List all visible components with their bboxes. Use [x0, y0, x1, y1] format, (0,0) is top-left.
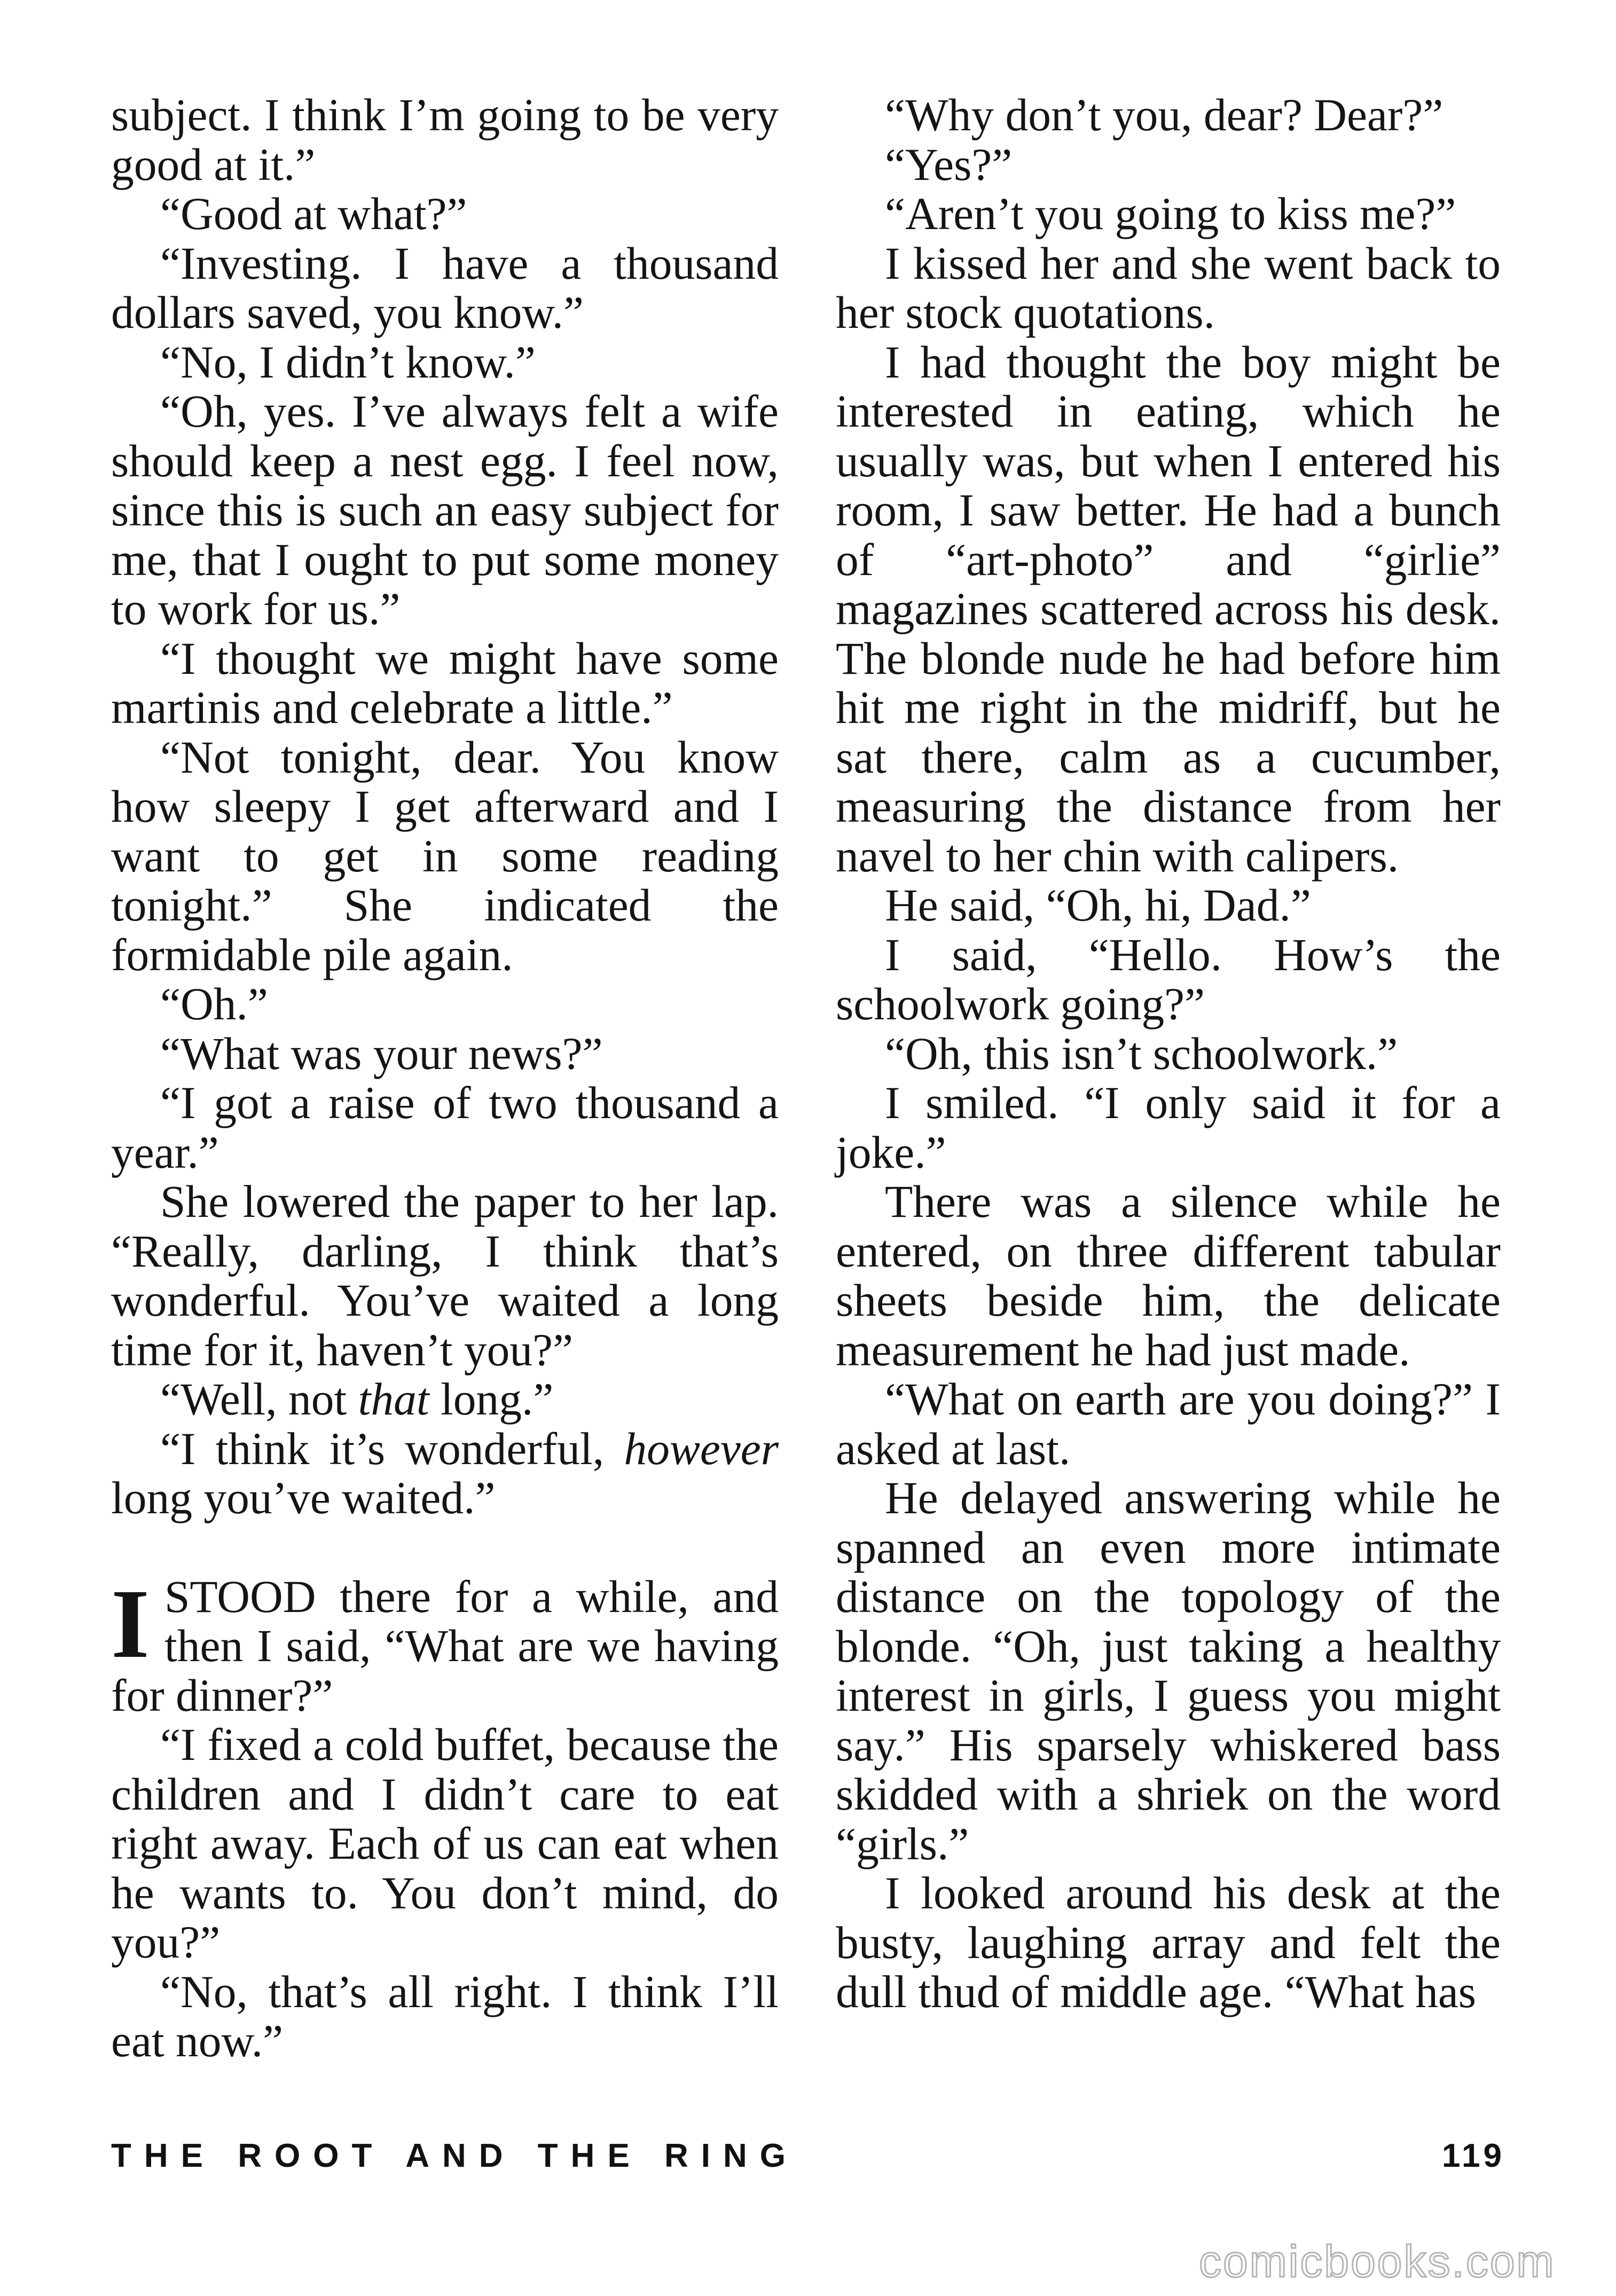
paragraph: “I thought we might have some martinis and celebrate a little.”	[111, 633, 779, 733]
paragraph: I looked around his desk at the busty, laughing array and felt the dull thud of middle age. “What has	[836, 1868, 1501, 2017]
paragraph: “Not tonight, dear. You know how sleepy I get afterward and I want to get in some reading tonight.” She indicated the formidable pile again.	[111, 732, 779, 980]
paragraph: “I fixed a cold buffet, because the children and I didn’t care to eat right away. Each of us can eat when he wants to. You don’t mind, do you?”	[111, 1720, 779, 1968]
text-run: long.”	[429, 1374, 554, 1425]
text-run: “I think it’s wonderful,	[160, 1424, 624, 1474]
running-title: THE ROOT AND THE RING	[111, 2137, 799, 2174]
paragraph: “No, I didn’t know.”	[160, 337, 536, 388]
drop-cap: I	[111, 1569, 150, 1679]
paragraph	[111, 1425, 779, 1523]
paragraph: I smiled. “I only said it for a joke.”	[836, 1078, 1501, 1178]
right-text-column	[836, 91, 1501, 2017]
lead-in-word: STOOD	[164, 1571, 316, 1622]
text-run: long you’ve waited.”	[111, 1473, 496, 1523]
paragraph: “Yes?”	[885, 139, 1013, 190]
italic-text: however	[624, 1424, 779, 1474]
text-run: there for a while, and then I said, “What are we having for dinner?”	[111, 1571, 779, 1721]
paragraph: “I got a raise of two thousand a year.”	[111, 1078, 779, 1178]
paragraph: He delayed answering while he spanned an even more intimate distance on the topology of the blonde. “Oh, just taking a healthy interest in girls, I guess you might say.” His sparsely whiskered bass skidded with a shriek on the word “girls.”	[836, 1473, 1501, 1869]
paragraph: “Investing. I have a thousand dollars saved, you know.”	[111, 238, 779, 338]
paragraph: He said, “Oh, hi, Dad.”	[885, 880, 1311, 931]
paragraph: “Oh, yes. I’ve always felt a wife should keep a nest egg. I feel now, since this is such an easy subject for me, that I ought to put some money to work for us.”	[111, 387, 779, 634]
paragraph: “Why don’t you, dear? Dear?”	[885, 90, 1444, 140]
paragraph: “Good at what?”	[160, 189, 467, 239]
italic-text: that	[358, 1374, 429, 1425]
paragraph: “Oh.”	[160, 979, 268, 1029]
page-number: 119	[1442, 2137, 1505, 2174]
paragraph: I said, “Hello. How’s the schoolwork going?”	[836, 930, 1501, 1029]
paragraph: “No, that’s all right. I think I’ll eat now.”	[111, 1967, 779, 2066]
paragraph: I had thought the boy might be interested in eating, which he usually was, but when I entered his room, I saw better. He had a bunch of “art-photo” and “girlie” magazines scattered across his desk. The blonde nude he had before him hit me right in the midriff, but he sat there, calm as a cucumber, measuring the distance from her navel to her chin with calipers.	[836, 337, 1501, 882]
left-text-column	[111, 91, 779, 2066]
paragraph: She lowered the paper to her lap. “Really, darling, I think that’s wonderful. You’ve waited a long time for it, haven’t you?”	[111, 1177, 779, 1375]
paragraph: “Oh, this isn’t schoolwork.”	[885, 1028, 1398, 1079]
paragraph: “What was your news?”	[160, 1028, 603, 1079]
paragraph: subject. I think I’m going to be very good at it.”	[111, 90, 779, 190]
text-run: “Well, not	[160, 1374, 358, 1425]
paragraph: I kissed her and she went back to her stock quotations.	[836, 238, 1501, 338]
section-opening-paragraph	[111, 1569, 779, 1721]
paragraph: There was a silence while he entered, on three different tabular sheets beside him, the delicate measurement he had just made.	[836, 1177, 1501, 1375]
section-break	[111, 1523, 779, 1572]
paragraph	[111, 1375, 779, 1425]
paragraph: “What on earth are you doing?” I asked at last.	[836, 1374, 1501, 1474]
paragraph: “Aren’t you going to kiss me?”	[885, 189, 1456, 239]
watermark: comicbooks.com	[1199, 2236, 1556, 2286]
